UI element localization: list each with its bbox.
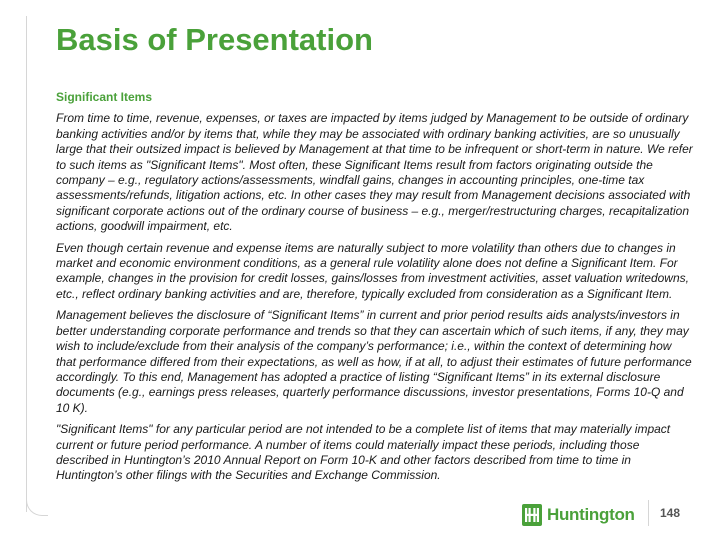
huntington-logo-text: Huntington [547, 505, 635, 524]
paragraph-3: Management believes the disclosure of “Significant Items” in current and prior period results aids analysts/investors in better understanding corporate performance and trends so that they can ascertain which of such items, if any, they may wish to include/exclude from their analysis of the company’s performance; i.e., within the context of determining how that performance differed from their expectations, as well as how, if at all, to adjust their estimates of future performance accordingly. To this end, Management has adopted a practice of listing “Significant Items” in its external disclosure documents (e.g., earnings press releases, quarterly performance discussions, investor presentations, Forms 10-Q and 10 K). [56, 308, 692, 415]
paragraph-2: Even though certain revenue and expense items are naturally subject to more volatility than others due to changes in market and economic environment conditions, as a general rule volatility alone does not define a Significant Item. For example, changes in the provision for credit losses, gains/losses from investment activities, asset valuation writedowns, etc., reflect ordinary banking activities and are, therefore, typically excluded from consideration as a Significant Item. [56, 240, 689, 301]
page-number: 148 [660, 506, 681, 520]
section-heading: Significant Items [56, 90, 153, 104]
huntington-logo [522, 503, 635, 527]
frame-left-line [26, 16, 27, 512]
page-number-divider [648, 500, 649, 526]
paragraph-4: "Significant Items" for any particular period are not intended to be a complete list of items that may materially impact current or future period performance. A number of items could materially impact these periods, including those described in Huntington’s 2010 Annual Report on Form 10-K and other factors described from time to time in Huntington’s other filings with the Securities and Exchange Commission. [56, 422, 671, 483]
frame-bottom-left-curve [26, 498, 48, 516]
slide-title: Basis of Presentation [56, 22, 373, 57]
huntington-logo-icon [522, 504, 542, 526]
paragraph-1: From time to time, revenue, expenses, or taxes are impacted by items judged by Management to be outside of ordinary banking activities and/or by items that, while they may be associated with ordinary banking activities, are so unusually large that their outsized impact is believed by Management at that time to be infrequent or short-term in nature. We refer to such items as "Significant Items". Most often, these Significant Items result from factors originating outside the company – e.g., regulatory actions/assessments, windfall gains, changes in accounting principles, one-time tax assessments/refunds, litigation actions, etc. In other cases they may result from Management decisions associated with significant corporate actions out of the ordinary course of business – e.g., merger/restructuring charges, recapitalization actions, goodwill impairment, etc. [56, 111, 693, 234]
slide-body [56, 90, 694, 490]
